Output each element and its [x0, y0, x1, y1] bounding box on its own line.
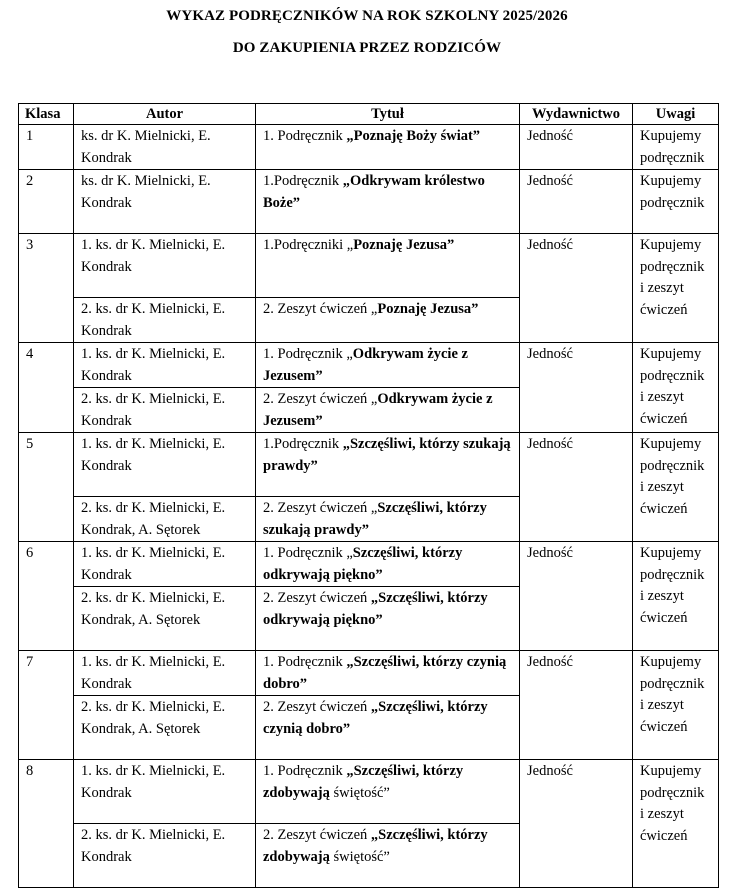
- cell-uwagi: Kupujemy podręcznik i zeszyt ćwiczeń: [633, 760, 719, 888]
- title-bold: „Odkrywam królestwo Boże”: [263, 173, 485, 211]
- header-wydawnictwo: Wydawnictwo: [520, 104, 633, 125]
- title-bold: „Szczęśliwi, którzy odkrywają piękno”: [263, 590, 488, 628]
- cell-wydawnictwo: Jedność: [520, 343, 633, 433]
- table-row: [19, 433, 719, 497]
- cell-klasa: 7: [19, 651, 74, 760]
- title-suffix: świętość”: [333, 848, 390, 865]
- cell-autor: 2. ks. dr K. Mielnicki, E. Kondrak, A. Sętorek: [74, 696, 256, 760]
- cell-wydawnictwo: Jedność: [520, 170, 633, 234]
- cell-autor: 1. ks. dr K. Mielnicki, E. Kondrak: [74, 651, 256, 696]
- cell-klasa: 6: [19, 542, 74, 651]
- cell-tytul: [256, 343, 520, 388]
- table-row: [19, 651, 719, 696]
- cell-autor: 2. ks. dr K. Mielnicki, E. Kondrak, A. Sętorek: [74, 497, 256, 542]
- cell-klasa: 1: [19, 125, 74, 170]
- cell-uwagi: Kupujemy podręcznik i zeszyt ćwiczeń: [633, 343, 719, 433]
- header-klasa: Klasa: [19, 104, 74, 125]
- title-suffix: świętość”: [333, 784, 390, 801]
- cell-uwagi: Kupujemy podręcznik i zeszyt ćwiczeń: [633, 542, 719, 651]
- title-bold: Poznaję Jezusa”: [377, 301, 479, 317]
- title-prefix: 2. Zeszyt ćwiczeń: [263, 827, 371, 843]
- title-bold: „Szczęśliwi, którzy zdobywają: [263, 827, 488, 865]
- cell-klasa: 3: [19, 234, 74, 343]
- cell-uwagi: Kupujemy podręcznik i zeszyt ćwiczeń: [633, 234, 719, 343]
- cell-wydawnictwo: Jedność: [520, 760, 633, 888]
- cell-wydawnictwo: Jedność: [520, 125, 633, 170]
- cell-tytul: [256, 234, 520, 298]
- title-bold: „Szczęśliwi, którzy czynią dobro”: [263, 699, 488, 737]
- table-row: [19, 343, 719, 388]
- cell-autor: ks. dr K. Mielnicki, E. Kondrak: [74, 125, 256, 170]
- cell-uwagi: Kupujemy podręcznik i zeszyt ćwiczeń: [633, 433, 719, 542]
- title-bold: Poznaję Jezusa”: [353, 237, 455, 253]
- header-uwagi: Uwagi: [633, 104, 719, 125]
- title-bold: Szczęśliwi, którzy odkrywają piękno”: [263, 545, 463, 583]
- title-prefix: 2. Zeszyt ćwiczeń „: [263, 301, 378, 317]
- title-bold: Odkrywam życie z Jezusem”: [263, 391, 493, 429]
- cell-tytul: [256, 125, 520, 170]
- cell-klasa: 5: [19, 433, 74, 542]
- table-row: [19, 234, 719, 298]
- cell-tytul: [256, 760, 520, 824]
- title-prefix: 1. Podręcznik: [263, 128, 347, 144]
- title-bold: „Szczęśliwi, którzy szukają prawdy”: [263, 436, 511, 474]
- cell-autor: 1. ks. dr K. Mielnicki, E. Kondrak: [74, 343, 256, 388]
- cell-wydawnictwo: Jedność: [520, 433, 633, 542]
- cell-tytul: [256, 651, 520, 696]
- table-header-row: [19, 104, 719, 125]
- cell-tytul: [256, 298, 520, 343]
- cell-wydawnictwo: Jedność: [520, 651, 633, 760]
- table-body: [19, 125, 719, 888]
- cell-uwagi: Kupujemy podręcznik: [633, 170, 719, 234]
- title-prefix: 2. Zeszyt ćwiczeń: [263, 699, 371, 715]
- cell-autor: 1. ks. dr K. Mielnicki, E. Kondrak: [74, 542, 256, 587]
- cell-tytul: [256, 433, 520, 497]
- cell-autor: 1. ks. dr K. Mielnicki, E. Kondrak: [74, 760, 256, 824]
- cell-tytul: [256, 587, 520, 651]
- title-bold: „Poznaję Boży świat”: [346, 128, 481, 144]
- textbook-table: [18, 103, 719, 888]
- title-prefix: 1.Podręczniki „: [263, 237, 354, 253]
- cell-tytul: [256, 497, 520, 542]
- title-prefix: 1.Podręcznik: [263, 173, 343, 189]
- cell-autor: 1. ks. dr K. Mielnicki, E. Kondrak: [74, 234, 256, 298]
- table-row: [19, 760, 719, 824]
- title-bold: „Szczęśliwi, którzy czynią dobro”: [263, 654, 507, 692]
- cell-tytul: [256, 170, 520, 234]
- cell-tytul: [256, 696, 520, 760]
- title-prefix: 1. Podręcznik „: [263, 346, 353, 362]
- title-bold: Szczęśliwi, którzy szukają prawdy”: [263, 500, 487, 538]
- cell-autor: 2. ks. dr K. Mielnicki, E. Kondrak: [74, 388, 256, 433]
- cell-uwagi: Kupujemy podręcznik i zeszyt ćwiczeń: [633, 651, 719, 760]
- cell-autor: 2. ks. dr K. Mielnicki, E. Kondrak: [74, 824, 256, 888]
- table-row: [19, 125, 719, 170]
- title-prefix: 1. Podręcznik: [263, 763, 347, 779]
- cell-autor: 1. ks. dr K. Mielnicki, E. Kondrak: [74, 433, 256, 497]
- cell-autor: 2. ks. dr K. Mielnicki, E. Kondrak, A. Sętorek: [74, 587, 256, 651]
- table-row: [19, 170, 719, 234]
- cell-tytul: [256, 388, 520, 433]
- table-row: [19, 542, 719, 587]
- title-prefix: 1. Podręcznik „: [263, 545, 353, 561]
- title-bold: „Szczęśliwi, którzy zdobywają: [263, 763, 464, 801]
- cell-klasa: 4: [19, 343, 74, 433]
- title-prefix: 2. Zeszyt ćwiczeń „: [263, 391, 378, 407]
- cell-wydawnictwo: Jedność: [520, 542, 633, 651]
- cell-uwagi: Kupujemy podręcznik: [633, 125, 719, 170]
- title-prefix: 1. Podręcznik: [263, 654, 347, 670]
- title-prefix: 2. Zeszyt ćwiczeń: [263, 590, 371, 606]
- document-subtitle: DO ZAKUPIENIA PRZEZ RODZICÓW: [232, 40, 502, 56]
- cell-autor: ks. dr K. Mielnicki, E. Kondrak: [74, 170, 256, 234]
- header-autor: Autor: [74, 104, 256, 125]
- cell-klasa: 8: [19, 760, 74, 888]
- title-prefix: 2. Zeszyt ćwiczeń „: [263, 500, 378, 516]
- document-title: WYKAZ PODRĘCZNIKÓW NA ROK SZKOLNY 2025/2026: [166, 8, 568, 24]
- cell-tytul: [256, 542, 520, 587]
- cell-klasa: 2: [19, 170, 74, 234]
- title-prefix: 1.Podręcznik: [263, 436, 343, 452]
- cell-autor: 2. ks. dr K. Mielnicki, E. Kondrak: [74, 298, 256, 343]
- title-bold: Odkrywam życie z Jezusem”: [263, 346, 468, 384]
- cell-wydawnictwo: Jedność: [520, 234, 633, 343]
- header-tytul: Tytuł: [256, 104, 520, 125]
